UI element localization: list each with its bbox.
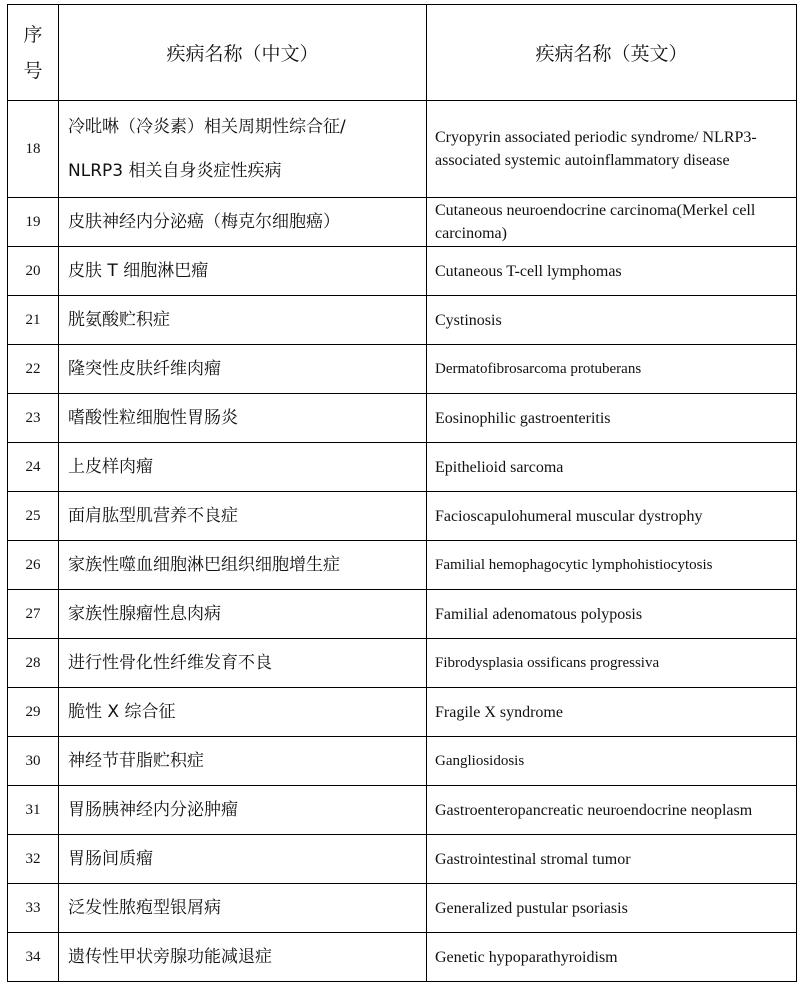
row-en-name: Cryopyrin associated periodic syndrome/ NLRP3-associated systemic autoinflammatory disease: [427, 101, 797, 198]
row-cn-name: 胱氨酸贮积症: [59, 296, 427, 345]
row-cn-name: 神经节苷脂贮积症: [59, 737, 427, 786]
row-en-name: Fragile X syndrome: [427, 688, 797, 737]
row-en-name: Familial adenomatous polyposis: [427, 590, 797, 639]
row-cn-name: 上皮样肉瘤: [59, 443, 427, 492]
row-cn-name: 皮肤 T 细胞淋巴瘤: [59, 247, 427, 296]
row-number: 24: [8, 443, 59, 492]
row-number: 29: [8, 688, 59, 737]
row-number: 20: [8, 247, 59, 296]
table-row: [8, 639, 797, 688]
row-cn-line2: NLRP3 相关自身炎症性疾病: [68, 161, 282, 181]
row-cn-name: 嗜酸性粒细胞性胃肠炎: [59, 394, 427, 443]
row-number: 21: [8, 296, 59, 345]
row-en-name: Familial hemophagocytic lymphohistiocytosis: [427, 541, 797, 590]
header-en: 疾病名称（英文）: [427, 5, 797, 101]
header-row: [8, 5, 797, 101]
row-cn-name: 隆突性皮肤纤维肉瘤: [59, 345, 427, 394]
table-row: [8, 835, 797, 884]
table-row: [8, 296, 797, 345]
row-cn-name: 家族性腺瘤性息肉病: [59, 590, 427, 639]
row-en-name: Genetic hypoparathyroidism: [427, 933, 797, 982]
row-number: 26: [8, 541, 59, 590]
row-number: 25: [8, 492, 59, 541]
table-row: [8, 345, 797, 394]
header-seq-line2: 号: [23, 59, 43, 82]
row-cn-name: 遗传性甲状旁腺功能减退症: [59, 933, 427, 982]
row-number: 19: [8, 198, 59, 247]
row-cn-name: 胃肠胰神经内分泌肿瘤: [59, 786, 427, 835]
row-en-name: Facioscapulohumeral muscular dystrophy: [427, 492, 797, 541]
row-en-name: Dermatofibrosarcoma protuberans: [427, 345, 797, 394]
row-cn-line1: 冷吡啉（冷炎素）相关周期性综合征/: [68, 116, 346, 137]
table-row: [8, 492, 797, 541]
row-number: 27: [8, 590, 59, 639]
row-cn-name: 家族性噬血细胞淋巴组织细胞增生症: [59, 541, 427, 590]
row-en-name: Cutaneous T-cell lymphomas: [427, 247, 797, 296]
table-row: [8, 590, 797, 639]
table-row: [8, 884, 797, 933]
row-cn-name: 皮肤神经内分泌癌（梅克尔细胞癌）: [59, 198, 427, 247]
table-row: [8, 198, 797, 247]
row-number: 18: [8, 101, 59, 198]
table-row: [8, 101, 797, 198]
header-seq-line1: 序: [23, 23, 43, 46]
row-cn-name: 面肩肱型肌营养不良症: [59, 492, 427, 541]
table-row: [8, 247, 797, 296]
row-number: 32: [8, 835, 59, 884]
row-cn-name: 脆性 X 综合征: [59, 688, 427, 737]
row-en-name: Cystinosis: [427, 296, 797, 345]
row-cn-name: 胃肠间质瘤: [59, 835, 427, 884]
table-row: [8, 541, 797, 590]
table-row: [8, 443, 797, 492]
row-cn-name: [59, 101, 427, 198]
table-row: [8, 688, 797, 737]
table-row: [8, 394, 797, 443]
row-number: 30: [8, 737, 59, 786]
row-number: 33: [8, 884, 59, 933]
row-en-name: Fibrodysplasia ossificans progressiva: [427, 639, 797, 688]
row-en-name: Generalized pustular psoriasis: [427, 884, 797, 933]
row-cn-name: 进行性骨化性纤维发育不良: [59, 639, 427, 688]
table-row: [8, 737, 797, 786]
row-number: 34: [8, 933, 59, 982]
disease-table: [7, 4, 797, 982]
row-en-name: Gastrointestinal stromal tumor: [427, 835, 797, 884]
row-number: 31: [8, 786, 59, 835]
row-cn-name: 泛发性脓疱型银屑病: [59, 884, 427, 933]
row-en-name: Epithelioid sarcoma: [427, 443, 797, 492]
row-en-name: Cutaneous neuroendocrine carcinoma(Merkel cell carcinoma): [427, 198, 797, 247]
table-row: [8, 933, 797, 982]
row-number: 28: [8, 639, 59, 688]
row-en-name: Eosinophilic gastroenteritis: [427, 394, 797, 443]
table-row: [8, 786, 797, 835]
header-seq: [8, 5, 59, 101]
row-en-name: Gangliosidosis: [427, 737, 797, 786]
row-number: 22: [8, 345, 59, 394]
row-number: 23: [8, 394, 59, 443]
row-en-name: Gastroenteropancreatic neuroendocrine neoplasm: [427, 786, 797, 835]
header-cn: 疾病名称（中文）: [59, 5, 427, 101]
